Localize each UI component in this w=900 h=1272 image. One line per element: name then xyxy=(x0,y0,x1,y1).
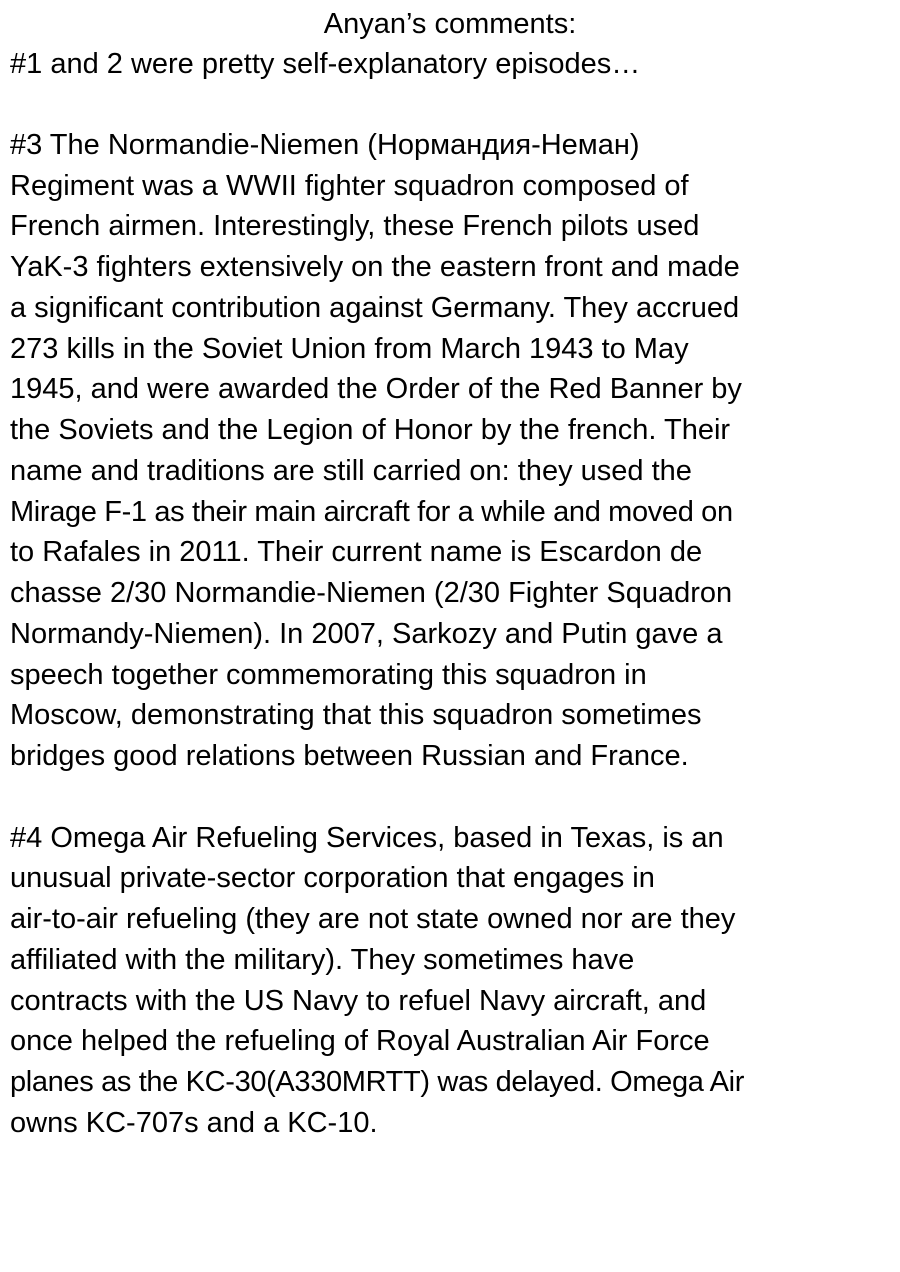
paragraph-3-line: bridges good relations between Russian and France. xyxy=(10,740,689,772)
paragraph-3-line: name and traditions are still carried on: they used the xyxy=(10,455,692,487)
paragraph-3-line: a significant contribution against Germany. They accrued xyxy=(10,292,740,324)
paragraph-3-line: #3 The Normandie-Niemen (Нормандия-Неман) xyxy=(10,129,640,161)
paragraph-4-line: contracts with the US Navy to refuel Navy aircraft, and xyxy=(10,985,707,1017)
paragraph-3-line: YaK-3 fighters extensively on the eastern front and made xyxy=(10,251,740,283)
paragraph-4-line: owns KC-707s and a KC-10. xyxy=(10,1107,378,1139)
paragraph-4-line: planes as the KC-30(A330MRTT) was delayed. Omega Air xyxy=(10,1066,745,1098)
paragraph-3-line: to Rafales in 2011. Their current name is Escardon de xyxy=(10,536,703,568)
intro-line: #1 and 2 were pretty self-explanatory episodes… xyxy=(10,48,641,80)
paragraph-3-line: the Soviets and the Legion of Honor by the french. Their xyxy=(10,414,731,446)
paragraph-4-line: affiliated with the military). They sometimes have xyxy=(10,944,635,976)
paragraph-4-line: air-to-air refueling (they are not state owned nor are they xyxy=(10,903,736,935)
paragraph-3-line: Regiment was a WWII fighter squadron composed of xyxy=(10,170,689,202)
paragraph-3-line: Normandy-Niemen). In 2007, Sarkozy and Putin gave a xyxy=(10,618,723,650)
paragraph-4-line: once helped the refueling of Royal Australian Air Force xyxy=(10,1025,710,1057)
paragraph-3-line: chasse 2/30 Normandie-Niemen (2/30 Fighter Squadron xyxy=(10,577,733,609)
paragraph-4-line: #4 Omega Air Refueling Services, based in Texas, is an xyxy=(10,822,724,854)
paragraph-3-line: Mirage F-1 as their main aircraft for a while and moved on xyxy=(10,496,733,528)
paragraph-3-line: speech together commemorating this squadron in xyxy=(10,659,647,691)
paragraph-3-line: Moscow, demonstrating that this squadron sometimes xyxy=(10,699,702,731)
paragraph-3-line: French airmen. Interestingly, these French pilots used xyxy=(10,210,700,242)
page-title: Anyan’s comments: xyxy=(323,8,577,40)
paragraph-3-line: 1945, and were awarded the Order of the Red Banner by xyxy=(10,373,742,405)
paragraph-3-line: 273 kills in the Soviet Union from March 1943 to May xyxy=(10,333,689,365)
paragraph-4-line: unusual private-sector corporation that engages in xyxy=(10,862,655,894)
